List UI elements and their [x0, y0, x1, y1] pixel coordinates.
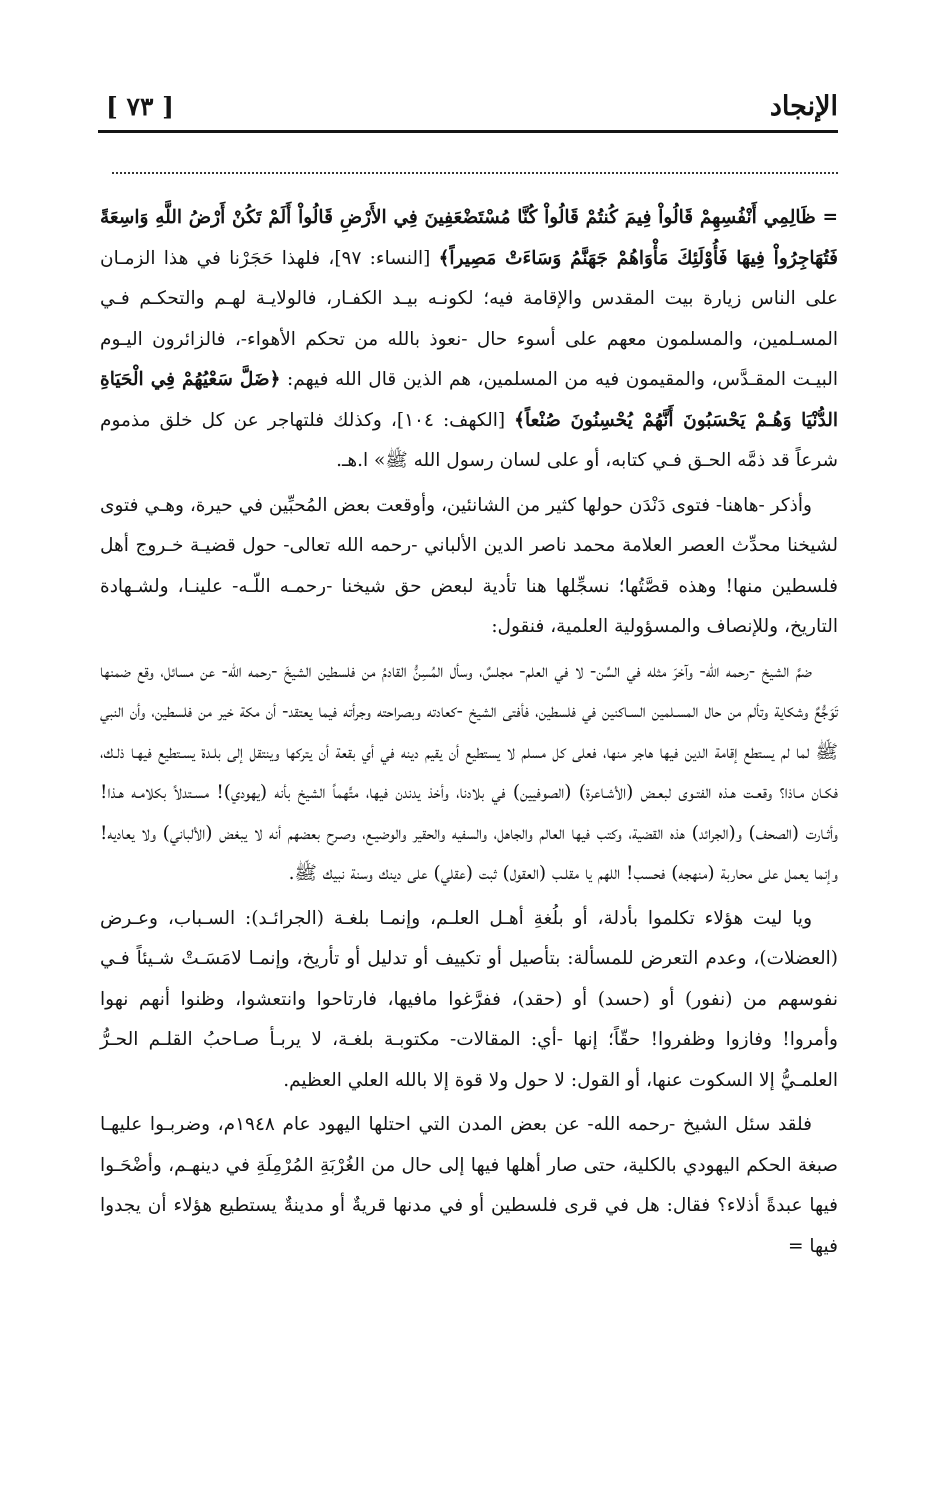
page-number: [ ٧٣ ]	[106, 92, 174, 121]
paragraph-continuation	[100, 198, 838, 482]
paragraph-critique: ويا ليت هؤلاء تكلموا بأدلة، أو بلُغةِ أهـل العلـم، وإنمـا بلغـة (الجرائـد): السـباب، وعـرض (العضلات)، وعدم التعرض للمسألة: بتأصيل أو تكييف أو تدليل أو تأريخ، وإنمـا لامَسَـتْ شـيئاً فـي نفوسهم من (نفور) أو (حسد) أو (حقد)، ففرَّغوا مافيها، فارتاحوا وانتعشوا، وظنوا أنهم نهوا وأمروا! وفازوا وظفروا! حقّاً؛ إنها -أي: المقالات- مكتوبـة بلغـة، لا يربـأ صـاحبُ القلـم الحـرُّ العلمـيُّ إلا السكوت عنها، أو القول: لا حول ولا قوة إلا بالله العلي العظيم.	[100, 907, 838, 1091]
dotted-separator	[112, 172, 838, 174]
paragraph-story: ضمَّ الشيخ -رحمه الله- وآخرَ مثله في السِّن- لا في العلم- مجلسٌ، وسأل المُسِنُّ القادمُ من فلسطين الشيخَ -رحمه الله- عن مسائل، وقع ضمنها تَوَجُّعٌ وشكاية وتألم من حال المسـلمين السـاكنين في فلسطين، فأفتى الشيخ -كعادته وبصراحته وجرأته فيما يعتقد- أن مكة خير من فلسطين، وأن النبي ﷺ لما لم يستطع إقامة الدين فيها هاجر منها، فعلى كل مسلم لا يستطيع أن يقيم دينه في أي بقعة أن يتركها وينتقل إلى بلـدة يسـتطيع فيهـا ذلـك، فكـان مـاذا؟ وقعـت هـذه الفتـوى لبعـض (الأشـاعرة) (الصوفيين) في بلادنا، وأخذ يدندن فيها، متَّهماً الشيخ بأنه (يهودي)! مسـتدلاً بكلامـه هـذا! وأثـارت (الصحف) و(الجرائد) هذه القضية، وكتب فيها العالم والجاهل، والسفيه والحقير والوضيـع، وصـرح بعضهم أنه لا يبغض (الألباني) ولا يعاديه! وإنما يعمل على محاربة (منهجه) فحسب! اللهم يا مقلـب (العقول) ثبت (عقلي) على دينك وسنة نبيك ﷺ.	[100, 660, 839, 884]
quran-verse-kahf: ﴿ضَلَّ سَعْيُهُمْ فِي الْحَيَاةِ الدُّنْيَا وَهُـمْ يَحْسَبُونَ أَنَّهُمْ يُحْسِنُونَ صُنْعاً﴾	[100, 369, 838, 431]
paragraph-text: [النساء: ٩٧]، فلهذا حَجَرْنا في هذا الزمـان على الناس زيارة بيت المقدس والإقامة فيه؛ لكونـه بيـد الكفـار، فالولايـة لهـم والتحكـم فـي المسـلمين، والمسلمون معهم على أسوء حال -نعوذ بالله من تحكم الأهواء-، فالزائرون اليـوم البيـت المقـدَّس، والمقيمون فيه من المسلمين، هم الذين قال الله فيهم:	[100, 247, 838, 390]
paragraph-text: [الكهف: ١٠٤]، وكذلك فلتهاجر عن كل خلق مذموم شرعاً قد ذمَّه الحـق فـي كتابه، أو على لسان رسول الله ﷺ» ا.هـ.	[100, 409, 838, 471]
header-rule	[98, 130, 838, 133]
paragraph-question: فلقد سئل الشيخ -رحمه الله- عن بعض المدن التي احتلها اليهود عام ١٩٤٨م، وضربـوا عليهـا صبغة الحكم اليهودي بالكلية، حتى صار أهلها فيها إلى حال من الغُرْبَةِ المُرْمِلَةِ في دينهـم، وأضْحَـوا فيها عبدةً أذلاء؟ فقال: هل في قرى فلسطين أو في مدنها قريةٌ أو مدينةٌ يستطيع هؤلاء أن يجدوا فيها =	[100, 1114, 838, 1257]
running-title: الإنجاد	[769, 91, 838, 122]
quran-verse-nisa: = ظَالِمِي أَنْفُسِهِمْ قَالُواْ فِيمَ كُنتُمْ قَالُواْ كُنَّا مُسْتَضْعَفِينَ فِي الأَرْضِ قَالُواْ أَلَمْ تَكُنْ أَرْضُ اللَّهِ وَاسِعَةً فَتُهَاجِرُواْ فِيهَا فَأُوْلَئِكَ مَأْوَاهُمْ جَهَنَّمُ وَسَاءَتْ مَصِيراً﴾	[100, 207, 838, 269]
paragraph-fatwa-intro: وأذكر -هاهنا- فتوى دَنْدَن حولها كثير من الشانئين، وأوقعت بعض المُحبِّين في حيرة، وهـي فتوى لشيخنا محدِّث العصر العلامة محمد ناصر الدين الألباني -رحمه الله تعالى- حول قضيـة خـروج أهل فلسطين منها! وهذه قصَّتُها؛ نسجِّلها هنا تأدية لبعض حق شيخنا -رحمـه اللّـه- علينـا، ولشـهادة التاريخ، وللإنصاف والمسؤولية العلمية، فنقول:	[100, 494, 838, 637]
footnote-body	[100, 198, 838, 1267]
page-header	[98, 86, 838, 130]
